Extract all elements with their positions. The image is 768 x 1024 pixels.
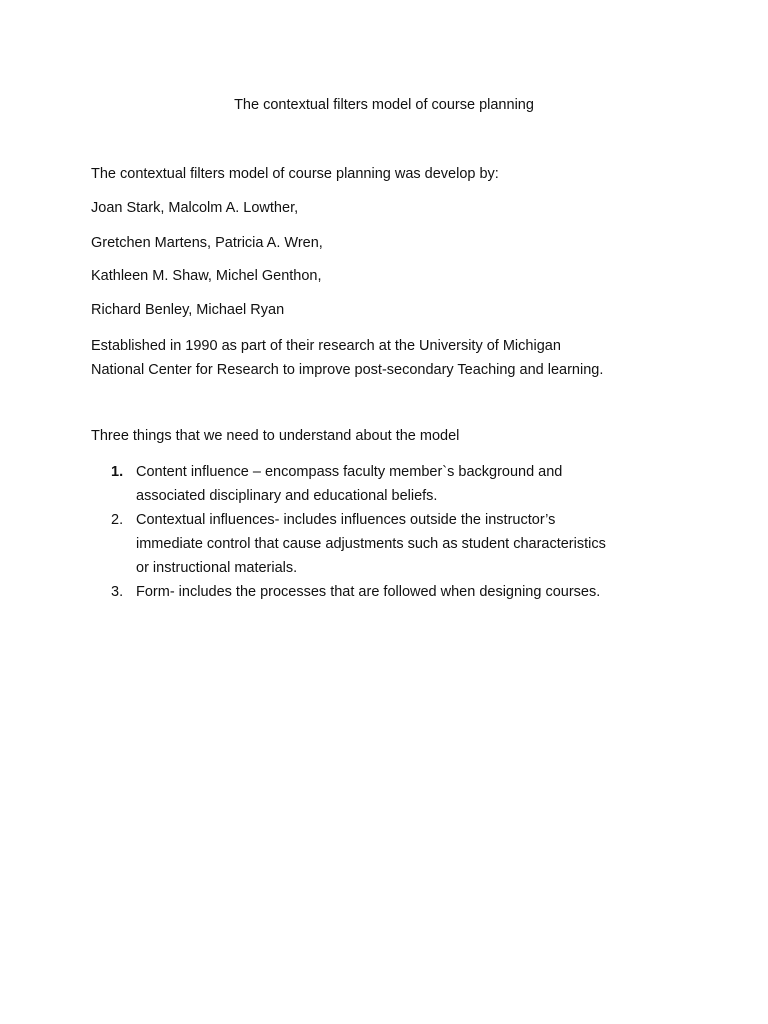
list-number: 1. [111,464,124,480]
list-item-line: immediate control that cause adjustments such as student characteristics [136,536,606,552]
three-things-heading: Three things that we need to understand about the model [91,428,460,444]
authors-line: Richard Benley, Michael Ryan [91,302,285,318]
established-paragraph [91,334,603,382]
list-item-line: Contextual influences- includes influences outside the instructor’s [136,512,556,528]
list-item-line: associated disciplinary and educational beliefs. [136,488,438,504]
list-item [91,460,606,508]
established-line: Established in 1990 as part of their research at the University of Michigan [91,338,561,354]
established-line: National Center for Research to improve post-secondary Teaching and learning. [91,362,604,378]
list-item [91,580,606,604]
list-item-line: or instructional materials. [136,560,298,576]
list-item [91,508,606,580]
list-item-line: Content influence – encompass faculty member`s background and [136,464,563,480]
authors-line: Gretchen Martens, Patricia A. Wren, [91,235,323,251]
numbered-list [91,460,606,604]
authors-line: Kathleen M. Shaw, Michel Genthon, [91,268,322,284]
list-item-line: Form- includes the processes that are followed when designing courses. [136,584,601,600]
authors-line: Joan Stark, Malcolm A. Lowther, [91,200,299,216]
list-number: 3. [111,584,124,600]
document-title: The contextual filters model of course planning [234,97,534,113]
list-number: 2. [111,512,124,528]
intro-paragraph: The contextual filters model of course planning was develop by: [91,166,499,182]
